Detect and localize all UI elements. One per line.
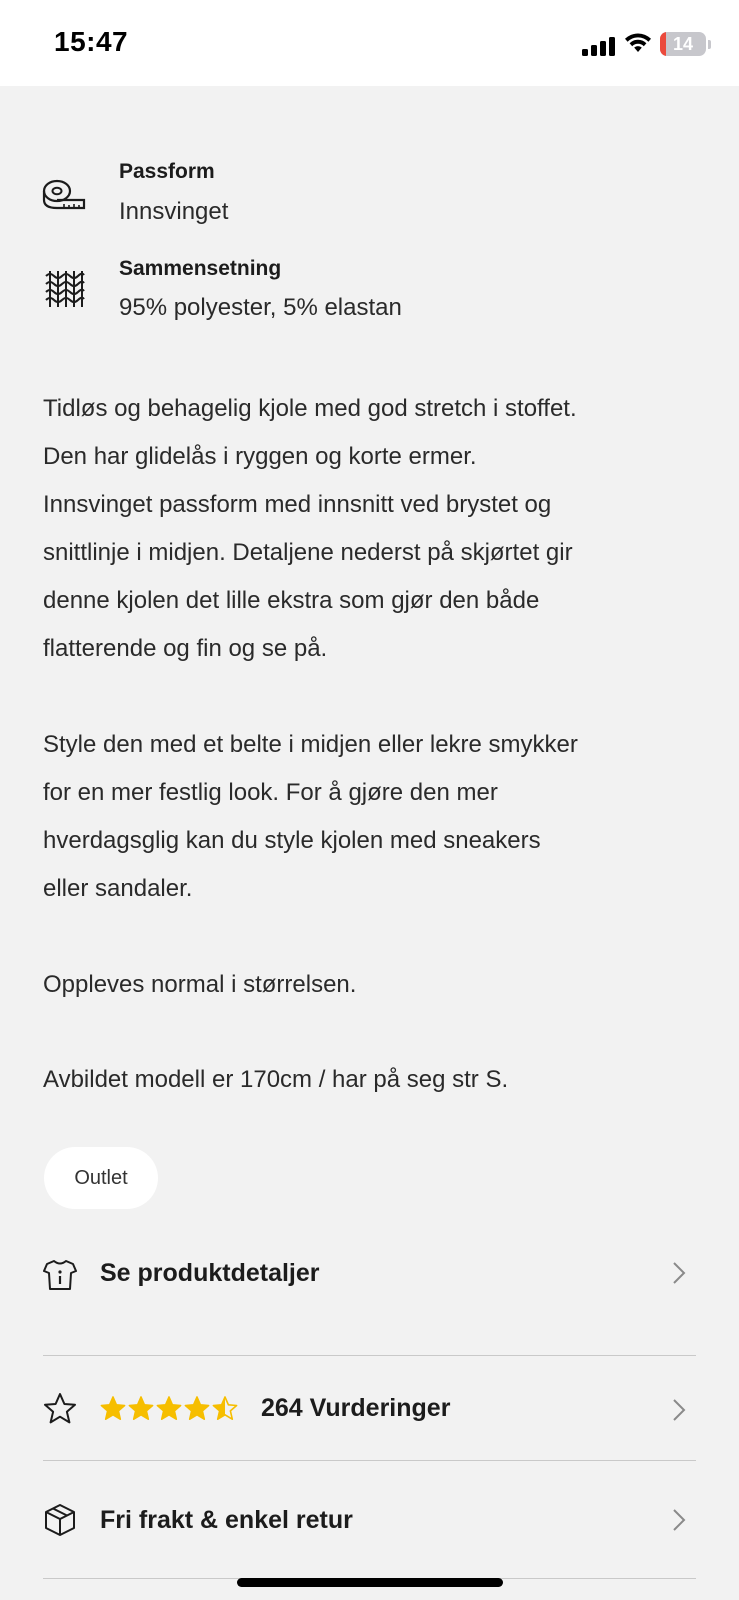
rating-star-icon [212, 1396, 238, 1421]
attribute-label: Passform [119, 160, 215, 183]
rating-star-icon [184, 1396, 210, 1421]
measuring-tape-icon [42, 178, 86, 214]
cellular-signal-icon [582, 36, 618, 56]
star-rating [100, 1396, 238, 1421]
battery-cap [708, 40, 711, 49]
styling-paragraph [43, 721, 703, 913]
size-note: Oppleves normal i størrelsen. [43, 971, 357, 998]
product-details-row[interactable] [43, 1250, 696, 1350]
divider [43, 1355, 696, 1356]
description-line: Innsvinget passform med innsnitt ved brystet og [43, 491, 552, 518]
attribute-value: 95% polyester, 5% elastan [119, 294, 402, 321]
rating-star-icon [156, 1396, 182, 1421]
description-line: flatterende og fin og se på. [43, 635, 328, 662]
status-bar [0, 0, 739, 86]
chevron-right-icon [672, 1398, 686, 1422]
description-line: hverdagsglig kan du style kjolen med sneakers [43, 827, 541, 854]
attribute-label: Sammensetning [119, 257, 282, 280]
battery-level: 14 [672, 34, 694, 54]
description-line: Den har glidelås i ryggen og korte ermer. [43, 443, 477, 470]
reviews-label: 264 Vurderinger [261, 1394, 451, 1422]
description-line: denne kjolen det lille ekstra som gjør den både [43, 587, 540, 614]
divider [43, 1460, 696, 1461]
description-line: Tidløs og behagelig kjole med god stretch i stoffet. [43, 395, 577, 422]
outlet-tag[interactable]: Outlet [44, 1147, 158, 1209]
description-line: eller sandaler. [43, 875, 193, 902]
reviews-row[interactable] [43, 1390, 696, 1490]
shipping-label: Fri frakt & enkel retur [100, 1506, 353, 1534]
chevron-right-icon [672, 1261, 686, 1285]
description-line: snittlinje i midjen. Detaljene nederst på skjørtet gir [43, 539, 573, 566]
attribute-value: Innsvinget [119, 198, 229, 225]
wifi-icon [624, 32, 652, 54]
product-details-label: Se produktdetaljer [100, 1259, 320, 1287]
fabric-weave-icon [42, 267, 86, 311]
battery-icon [660, 32, 706, 56]
description-line: for en mer festlig look. For å gjøre den mer [43, 779, 498, 806]
rating-star-icon [128, 1396, 154, 1421]
model-note: Avbildet modell er 170cm / har på seg str S. [43, 1066, 509, 1093]
status-time: 15:47 [54, 26, 129, 57]
star-outline-icon [43, 1392, 77, 1426]
box-icon [43, 1503, 77, 1537]
rating-star-icon [100, 1396, 126, 1421]
description-paragraph [43, 385, 703, 673]
shirt-info-icon [43, 1259, 77, 1291]
home-indicator [237, 1578, 503, 1587]
description-line: Style den med et belte i midjen eller lekre smykker [43, 731, 578, 758]
chevron-right-icon [672, 1508, 686, 1532]
